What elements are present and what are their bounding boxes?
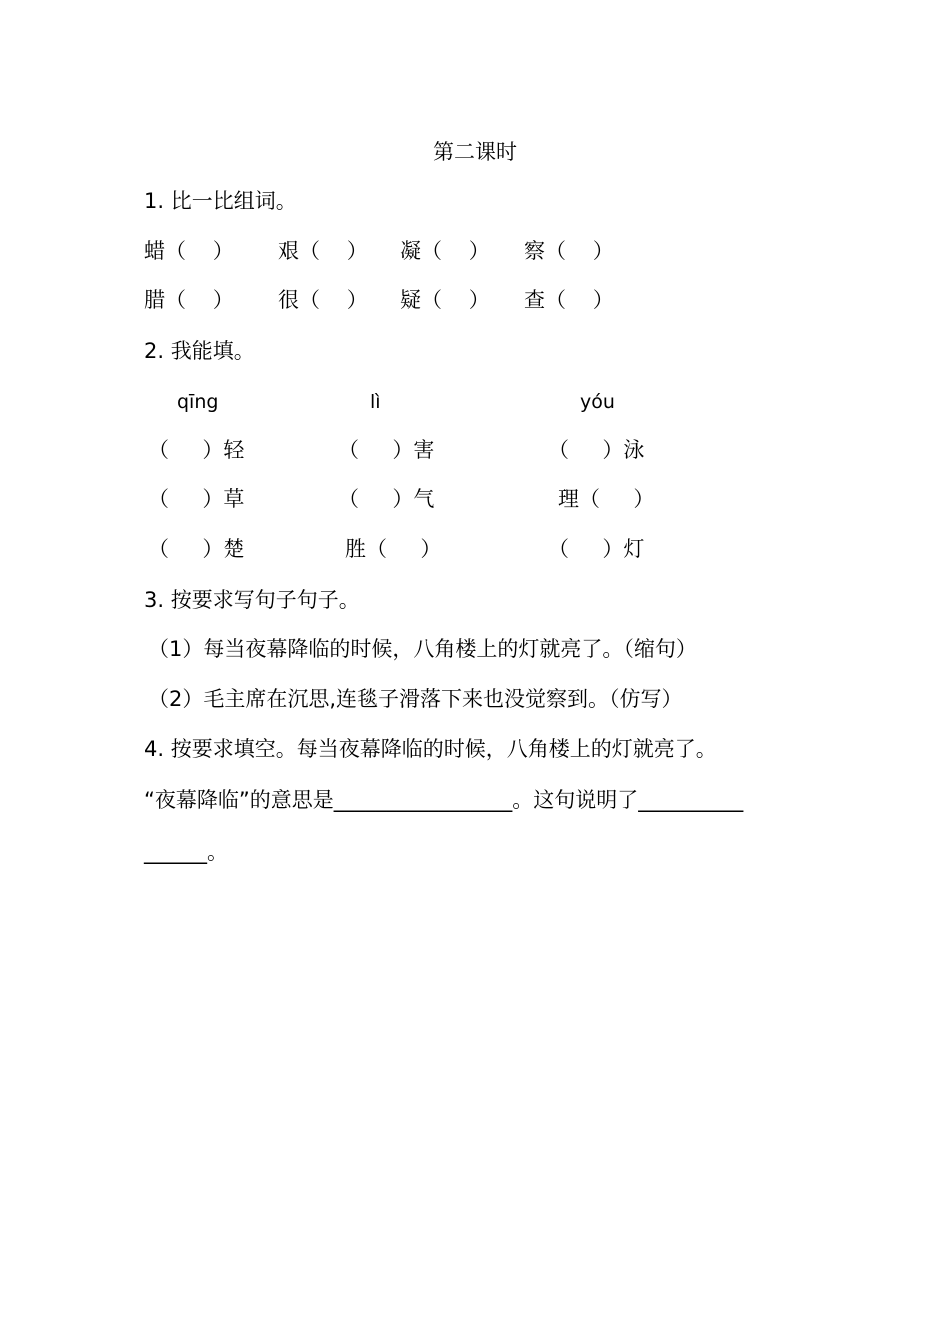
q1-row2-item: 查（ ）	[524, 288, 614, 312]
q2-pinyin: lì	[370, 391, 381, 413]
q1-row2-item: 腊（ ）	[144, 288, 234, 312]
q1-heading: 1. 比一比组词。	[144, 189, 297, 213]
q4-heading: 4. 按要求填空。每当夜幕降临的时候，八角楼上的灯就亮了。	[144, 737, 717, 761]
q4-fill-line-2: ______。	[144, 840, 228, 864]
q2-row2-item: 理（ ）	[558, 487, 655, 511]
q2-row3-item: （ ）灯	[548, 537, 645, 561]
q1-row1-item: 蜡（ ）	[144, 239, 234, 263]
q4-fill-line-1: “夜幕降临”的意思是_________________。这句说明了__________	[144, 788, 744, 812]
q1-row2-item: 很（ ）	[278, 288, 368, 312]
q2-pinyin: yóu	[580, 391, 615, 413]
q3-item-2: （2）毛主席在沉思,连毯子滑落下来也没觉察到。（仿写）	[148, 687, 683, 711]
q2-row2-item: （ ）气	[338, 487, 435, 511]
q3-heading: 3. 按要求写句子句子。	[144, 588, 360, 612]
q2-row1-item: （ ）泳	[548, 438, 645, 462]
q2-row1-item: （ ）轻	[148, 438, 245, 462]
q1-row2-item: 疑（ ）	[400, 288, 490, 312]
q1-row1-item: 艰（ ）	[278, 239, 368, 263]
q2-row2-item: （ ）草	[148, 487, 245, 511]
q2-pinyin: qīng	[177, 391, 219, 413]
q3-item-1: （1）每当夜幕降临的时候，八角楼上的灯就亮了。（缩句）	[148, 637, 697, 661]
q1-row1-item: 凝（ ）	[400, 239, 490, 263]
q1-row1-item: 察（ ）	[524, 239, 614, 263]
q2-row1-item: （ ）害	[338, 438, 435, 462]
page-title: 第二课时	[433, 140, 517, 164]
q2-row3-item: （ ）楚	[148, 537, 245, 561]
q2-row3-item: 胜（ ）	[345, 537, 442, 561]
q2-heading: 2. 我能填。	[144, 339, 255, 363]
